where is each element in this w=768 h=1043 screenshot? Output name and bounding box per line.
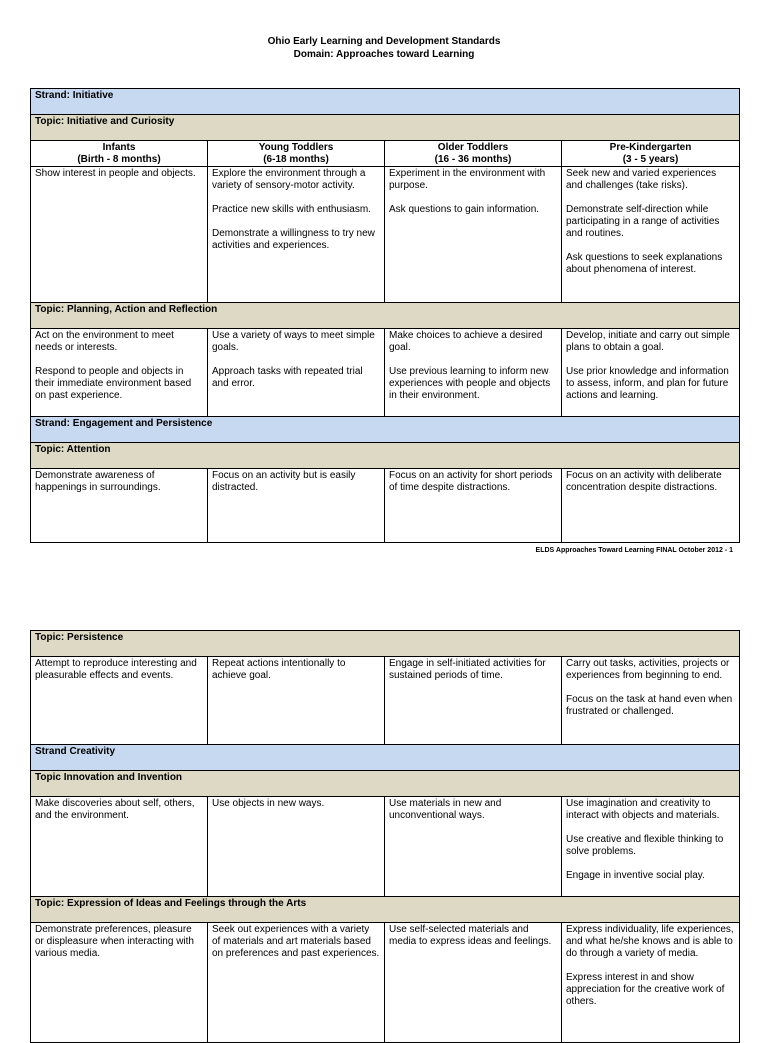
standards-row-persistence bbox=[31, 657, 740, 745]
topic-row bbox=[31, 631, 740, 657]
topic-expression: Topic: Expression of Ideas and Feelings through the Arts bbox=[31, 897, 740, 923]
cell-pre-k: Focus on an activity with deliberate concentration despite distractions. bbox=[562, 469, 740, 543]
cell-pre-k: Use imagination and creativity to interact with objects and materials. Use creative and flexible thinking to solve problems. Engage in inventive social play. bbox=[562, 797, 740, 897]
document-title: Ohio Early Learning and Development Standards bbox=[267, 36, 501, 47]
cell-young-toddlers: Seek out experiences with a variety of materials and art materials based on preferences and past experiences. bbox=[208, 923, 385, 1043]
cell-infants: Demonstrate preferences, pleasure or displeasure when interacting with various media. bbox=[31, 923, 208, 1043]
cell-infants: Act on the environment to meet needs or interests. Respond to people and objects in their immediate environment based on past experience. bbox=[31, 329, 208, 417]
strand-row bbox=[31, 417, 740, 443]
topic-attention: Topic: Attention bbox=[31, 443, 740, 469]
cell-young-toddlers: Focus on an activity but is easily distracted. bbox=[208, 469, 385, 543]
topic-planning: Topic: Planning, Action and Reflection bbox=[31, 303, 740, 329]
cell-pre-k: Express individuality, life experiences, and what he/she knows and is able to do through a variety of media. Express interest in and show appreciation for the creative work of others. bbox=[562, 923, 740, 1043]
cell-older-toddlers: Engage in self-initiated activities for sustained periods of time. bbox=[385, 657, 562, 745]
cell-infants: Attempt to reproduce interesting and pleasurable effects and events. bbox=[31, 657, 208, 745]
age-header-pre-k: Pre-Kindergarten (3 - 5 years) bbox=[562, 141, 740, 167]
topic-row bbox=[31, 443, 740, 469]
cell-older-toddlers: Make choices to achieve a desired goal. Use previous learning to inform new experiences with people and objects in their environment. bbox=[385, 329, 562, 417]
cell-pre-k: Carry out tasks, activities, projects or experiences from beginning to end. Focus on the task at hand even when frustrated or challenged. bbox=[562, 657, 740, 745]
age-header-row bbox=[31, 141, 740, 167]
cell-infants: Show interest in people and objects. bbox=[31, 167, 208, 303]
cell-older-toddlers: Experiment in the environment with purpose. Ask questions to gain information. bbox=[385, 167, 562, 303]
cell-young-toddlers: Explore the environment through a variety of sensory-motor activity. Practice new skills with enthusiasm. Demonstrate a willingness to try new activities and experiences. bbox=[208, 167, 385, 303]
age-header-young-toddlers: Young Toddlers (6-18 months) bbox=[208, 141, 385, 167]
page-footer: ELDS Approaches Toward Learning FINAL October 2012 - 1 bbox=[535, 547, 733, 554]
document-header bbox=[0, 35, 768, 61]
cell-older-toddlers: Focus on an activity for short periods of time despite distractions. bbox=[385, 469, 562, 543]
standards-row-curiosity bbox=[31, 167, 740, 303]
strand-creativity: Strand Creativity bbox=[31, 745, 740, 771]
cell-infants: Demonstrate awareness of happenings in surroundings. bbox=[31, 469, 208, 543]
strand-engagement: Strand: Engagement and Persistence bbox=[31, 417, 740, 443]
standards-row-expression bbox=[31, 923, 740, 1043]
standards-table-page1 bbox=[30, 88, 740, 543]
cell-pre-k: Develop, initiate and carry out simple plans to obtain a goal. Use prior knowledge and information to assess, inform, and plan for future actions and learning. bbox=[562, 329, 740, 417]
cell-infants: Make discoveries about self, others, and the environment. bbox=[31, 797, 208, 897]
standards-row-planning bbox=[31, 329, 740, 417]
topic-persistence: Topic: Persistence bbox=[31, 631, 740, 657]
topic-initiative-curiosity: Topic: Initiative and Curiosity bbox=[31, 115, 740, 141]
topic-innovation: Topic Innovation and Invention bbox=[31, 771, 740, 797]
document-domain: Domain: Approaches toward Learning bbox=[293, 49, 475, 60]
topic-row bbox=[31, 771, 740, 797]
standards-row-attention bbox=[31, 469, 740, 543]
age-header-older-toddlers: Older Toddlers (16 - 36 months) bbox=[385, 141, 562, 167]
topic-row bbox=[31, 897, 740, 923]
standards-row-innovation bbox=[31, 797, 740, 897]
strand-row bbox=[31, 745, 740, 771]
cell-pre-k: Seek new and varied experiences and challenges (take risks). Demonstrate self-direction while participating in a range of activities and routines. Ask questions to seek explanations about phenomena of interest. bbox=[562, 167, 740, 303]
topic-row bbox=[31, 303, 740, 329]
cell-older-toddlers: Use materials in new and unconventional ways. bbox=[385, 797, 562, 897]
topic-row bbox=[31, 115, 740, 141]
cell-older-toddlers: Use self-selected materials and media to express ideas and feelings. bbox=[385, 923, 562, 1043]
strand-initiative: Strand: Initiative bbox=[31, 89, 740, 115]
standards-table-page2 bbox=[30, 630, 740, 1043]
age-header-infants: Infants (Birth - 8 months) bbox=[31, 141, 208, 167]
cell-young-toddlers: Repeat actions intentionally to achieve goal. bbox=[208, 657, 385, 745]
cell-young-toddlers: Use objects in new ways. bbox=[208, 797, 385, 897]
cell-young-toddlers: Use a variety of ways to meet simple goals. Approach tasks with repeated trial and error. bbox=[208, 329, 385, 417]
strand-row bbox=[31, 89, 740, 115]
